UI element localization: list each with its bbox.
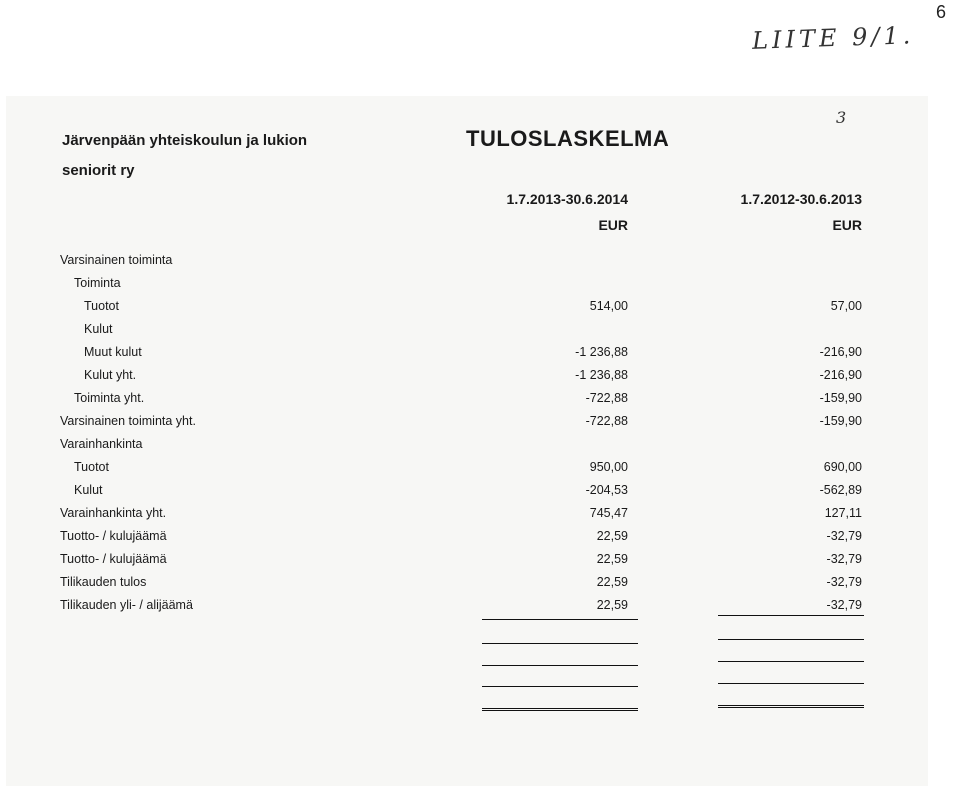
row-label: Tuotto- / kulujäämä	[60, 529, 167, 543]
column-header-current	[507, 186, 628, 238]
row-label: Toiminta yht.	[74, 391, 145, 405]
row-label: Muut kulut	[84, 345, 142, 359]
organization-name	[62, 126, 307, 186]
value-previous: -562,89	[819, 483, 862, 497]
row-label: Tuotot	[84, 299, 119, 313]
table-row	[60, 572, 880, 595]
value-current: 514,00	[589, 299, 628, 313]
table-row	[60, 250, 880, 273]
row-label: Kulut	[84, 322, 113, 336]
row-label: Tuotto- / kulujäämä	[60, 552, 167, 566]
table-row	[60, 503, 880, 526]
income-statement-table	[60, 250, 880, 618]
total-rule	[718, 615, 864, 616]
currency-previous: EUR	[832, 217, 862, 233]
column-header-previous	[741, 186, 862, 238]
double-total-rule	[482, 708, 638, 711]
table-row	[60, 365, 880, 388]
double-total-rule	[718, 705, 864, 708]
organization-line-1: Järvenpään yhteiskoulun ja lukion	[62, 132, 308, 149]
row-label: Varainhankinta yht.	[60, 506, 167, 520]
row-label: Varsinainen toiminta	[60, 253, 173, 267]
currency-current: EUR	[598, 217, 628, 233]
value-current: 22,59	[596, 575, 628, 589]
total-rule	[718, 661, 864, 662]
value-current: -722,88	[585, 391, 628, 405]
table-row	[60, 480, 880, 503]
value-previous: 57,00	[830, 299, 862, 313]
table-row	[60, 319, 880, 342]
total-rule	[482, 665, 638, 666]
value-previous: 127,11	[824, 506, 862, 520]
value-previous: -216,90	[819, 368, 862, 382]
row-label: Varsinainen toiminta yht.	[60, 414, 196, 428]
row-label: Varainhankinta	[60, 437, 143, 451]
value-previous: 690,00	[823, 460, 862, 474]
value-current: 22,59	[596, 529, 628, 543]
row-label: Tilikauden yli- / alijäämä	[60, 598, 193, 612]
page-number: 6	[935, 2, 946, 22]
total-rule	[482, 686, 638, 687]
table-row	[60, 273, 880, 296]
handwritten-page-number: 3	[836, 108, 847, 127]
period-current: 1.7.2013-30.6.2014	[506, 191, 628, 207]
value-current: -1 236,88	[575, 345, 628, 359]
total-rule	[718, 683, 864, 684]
table-row	[60, 549, 880, 572]
row-label: Kulut yht.	[84, 368, 137, 382]
value-current: 745,47	[589, 506, 628, 520]
total-rule	[718, 639, 864, 640]
organization-line-2: seniorit ry	[62, 162, 135, 179]
value-previous: -159,90	[819, 391, 862, 405]
value-previous: -32,79	[826, 575, 862, 589]
value-current: 22,59	[596, 552, 628, 566]
row-label: Toiminta	[74, 276, 121, 290]
total-rule	[482, 619, 638, 620]
row-label: Tilikauden tulos	[60, 575, 147, 589]
document-title: TULOSLASKELMA	[466, 126, 670, 151]
value-previous: -32,79	[826, 529, 862, 543]
table-row	[60, 388, 880, 411]
value-current: -204,53	[585, 483, 628, 497]
value-current: 950,00	[589, 460, 628, 474]
handwritten-appendix-note: LIITE 9/1.	[751, 21, 915, 55]
period-previous: 1.7.2012-30.6.2013	[740, 191, 862, 207]
value-current: -1 236,88	[575, 368, 628, 382]
table-row	[60, 457, 880, 480]
value-previous: -32,79	[826, 598, 862, 612]
table-row	[60, 434, 880, 457]
value-previous: -159,90	[819, 414, 862, 428]
table-row	[60, 411, 880, 434]
row-label: Kulut	[74, 483, 103, 497]
value-current: -722,88	[585, 414, 628, 428]
row-label: Tuotot	[74, 460, 109, 474]
total-rule	[482, 643, 638, 644]
table-row	[60, 342, 880, 365]
table-row	[60, 526, 880, 549]
value-current: 22,59	[596, 598, 628, 612]
value-previous: -32,79	[826, 552, 862, 566]
table-row	[60, 296, 880, 319]
value-previous: -216,90	[819, 345, 862, 359]
